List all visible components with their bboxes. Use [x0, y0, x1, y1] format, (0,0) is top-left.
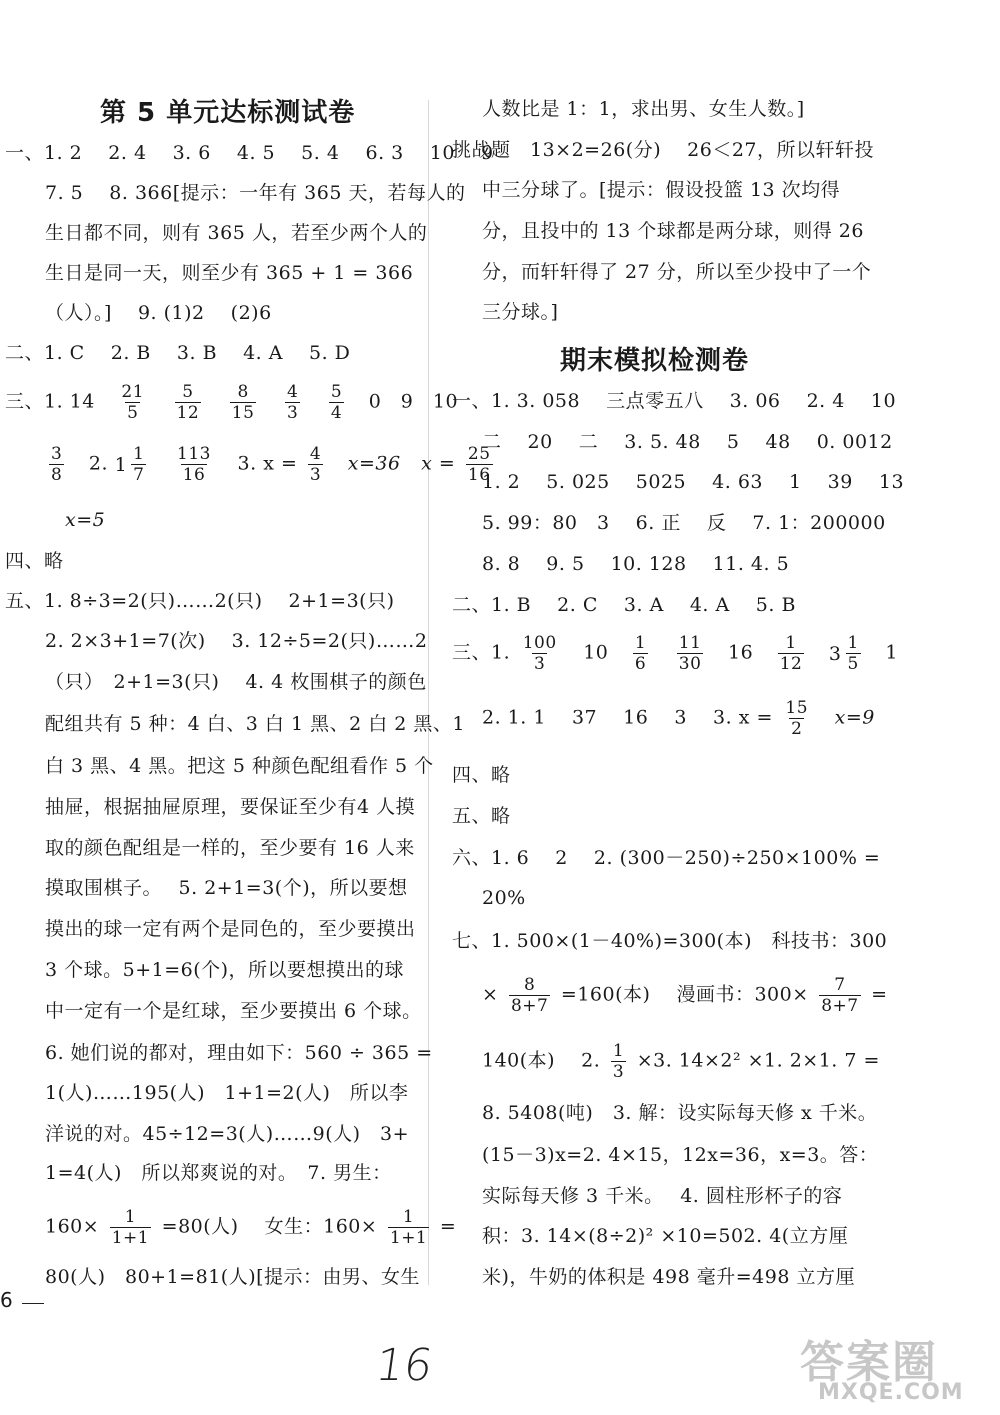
fraction: $\frac{100}{3}$: [522, 633, 557, 674]
fraction: $\frac{8}{8+7}$: [510, 975, 549, 1016]
answer-line: 分，且投中的 13 个球都是两分球，则得 26: [482, 220, 864, 242]
answer-line: 二、1. B 2. C 3. A 4. A 5. B: [452, 594, 796, 616]
equation-text: 2. 1. 1 37 16 3 3. x =: [482, 706, 773, 729]
fraction: $\frac{8}{15}$: [231, 382, 255, 423]
item-number: 2.: [88, 452, 109, 475]
fraction-row: 140(本) 2. $\frac{1}{3}$ ×3. 14×2² ×1. 2×1. 7 =: [482, 1041, 880, 1082]
answer-line: 白 3 黑、4 黑。把这 5 种颜色配组看作 5 个: [45, 755, 434, 777]
fraction-row: × $\frac{8}{8+7}$ =160(本) 漫画书：300× $\frac{7}{8+7}$ =: [482, 975, 888, 1016]
fraction: $\frac{21}{5}$: [121, 382, 145, 423]
equation-text: 3. x =: [237, 452, 298, 475]
answer-line: 积：3. 14×(8÷2)² ×10=502. 4(立方厘: [482, 1225, 849, 1247]
answer-line: 80(人) 80+1=81(人)[提示：由男、女生: [45, 1266, 421, 1288]
answer-line: 8. 8 9. 5 10. 128 11. 4. 5: [482, 553, 790, 575]
equation-text: 160×: [45, 1215, 100, 1238]
handwritten-number: 16: [372, 1340, 436, 1391]
row-label: 三、1. 14: [5, 390, 95, 413]
fraction: $\frac{5}{4}$: [330, 382, 343, 423]
page-number: 6: [0, 1288, 13, 1312]
watermark-url: MXQE.COM: [818, 1380, 964, 1405]
answer-line: 1(人)……195(人) 1+1=2(人) 所以李: [45, 1082, 409, 1104]
answer-line: 一、1. 2 2. 4 3. 6 4. 5 5. 4 6. 3 10 9: [5, 142, 494, 164]
answer-line: 1. 2 5. 025 5025 4. 63 1 39 13: [482, 471, 905, 493]
answer-line: 摸出的球一定有两个是同色的，至少要摸出: [45, 918, 416, 940]
equation-text: =80(人) 女生：160×: [161, 1215, 378, 1238]
answer-line: 挑战题 13×2=26(分) 26＜27，所以轩轩投: [452, 139, 875, 161]
fraction: $\frac{1}{3}$: [612, 1041, 625, 1082]
answer-line: 抽屉，根据抽屉原理，要保证至少有4 人摸: [45, 796, 416, 818]
fraction-row: 2. 1. 1 37 16 3 3. x = $\frac{15}{2}$ x=9: [482, 698, 875, 739]
answer-line: 二 20 二 3. 5. 48 5 48 0. 0012: [482, 431, 893, 453]
answer-line: 六、1. 6 2 2. (300－250)÷250×100% =: [452, 847, 881, 869]
answer-line: 中一定有一个是红球，至少要摸出 6 个球。: [45, 1000, 422, 1022]
answer-line: 8. 5408(吨) 3. 解：设实际每天修 x 千米。: [482, 1102, 878, 1124]
fraction: $\frac{113}{16}$: [177, 444, 211, 485]
fraction: $\frac{1}{1+1}$: [389, 1207, 428, 1248]
section-title-unit5: 第 5 单元达标测试卷: [100, 98, 356, 128]
answer-line: 生日都不同，则有 365 人，若至少两个人的: [45, 222, 428, 244]
fraction: $\frac{7}{8+7}$: [821, 975, 859, 1016]
column-divider: [428, 100, 429, 1285]
answer-line: 人数比是 1：1，求出男、女生人数。]: [482, 98, 805, 120]
answer-line: 取的颜色配组是一样的，至少要有 16 人来: [45, 837, 415, 859]
fraction: $\frac{3}{8}$: [51, 444, 63, 485]
fraction-row: 160× $\frac{1}{1+1}$ =80(人) 女生：160× $\frac{1}{1+1}$ =: [45, 1207, 457, 1248]
fraction: $\frac{1}{6}$: [634, 633, 647, 674]
answer-line: 生日是同一天，则至少有 365 + 1 = 366: [45, 262, 414, 284]
watermark-text: 答案圈: [800, 1337, 938, 1388]
answer-line: 七、1. 500×(1－40%)=300(本) 科技书：300: [452, 930, 888, 952]
answer-line: 四、略: [5, 550, 64, 572]
answer-line: 五、略: [452, 805, 511, 827]
answer-line: 实际每天修 3 千米。 4. 圆柱形杯子的容: [482, 1185, 843, 1207]
answer-line: 2. 2×3+1=7(次) 3. 12÷5=2(只)……2: [45, 630, 428, 652]
fraction: $\frac{1}{12}$: [779, 633, 803, 674]
answer-line: （人）。] 9. (1)2 (2)6: [45, 302, 272, 324]
answer-line: 米)，牛奶的体积是 498 毫升=498 立方厘: [482, 1266, 855, 1288]
answer-line: 五、1. 8÷3=2(只)……2(只) 2+1=3(只): [5, 590, 395, 612]
page-number-bar: [22, 1303, 44, 1304]
answer-line: 中三分球了。[提示：假设投篮 13 次均得: [482, 179, 841, 201]
answer-line: 分，而轩轩得了 27 分，所以至少投中了一个: [482, 261, 872, 283]
fraction-row: [45, 444, 497, 485]
answer-line: 配组共有 5 种：4 白、3 白 1 黑、2 白 2 黑、1: [45, 713, 465, 735]
answer-line: 三分球。]: [482, 301, 559, 323]
fraction-row: 三、1. $\frac{100}{3}$ 10 $\frac{1}{6}$ $\frac{11}{30}$ 16 $\frac{1}{12}$ 3 $\frac{1}{5}$ 1: [452, 633, 898, 674]
answer-line: 摸取围棋子。 5. 2+1=3(个)，所以要想: [45, 877, 408, 899]
answer-line: x=5: [65, 509, 106, 531]
section-title-final: 期末模拟检测卷: [560, 346, 750, 376]
answer-line: 四、略: [452, 764, 511, 786]
fraction: $\frac{4}{3}$: [309, 444, 322, 485]
answer-line: 6. 她们说的都对，理由如下：560 ÷ 365 =: [45, 1042, 433, 1064]
equation-text: x =: [421, 452, 456, 475]
fraction: $\frac{25}{16}$: [467, 444, 491, 485]
watermark-logo: [800, 1318, 990, 1410]
answer-line: 二、1. C 2. B 3. B 4. A 5. D: [5, 342, 351, 364]
equation-text: x=36: [347, 452, 401, 475]
fraction: $\frac{15}{2}$: [785, 698, 809, 739]
answer-line: （只） 2+1=3(只) 4. 4 枚围棋子的颜色: [45, 671, 427, 693]
fraction: $\frac{5}{12}$: [176, 382, 200, 423]
answer-line: 20%: [482, 887, 526, 909]
answer-line: (15－3)x=2. 4×15，12x=36，x=3。答：: [482, 1144, 879, 1166]
fraction: $\frac{1}{1+1}$: [111, 1207, 150, 1248]
fraction-row: [5, 382, 458, 423]
answer-line: 一、1. 3. 058 三点零五八 3. 06 2. 4 10: [452, 390, 897, 412]
fraction: $\frac{11}{30}$: [678, 633, 702, 674]
answer-line: 洋说的对。45÷12=3(人)……9(人) 3+: [45, 1123, 410, 1145]
row-label: 三、1.: [452, 641, 511, 664]
value-text: 0 9 10: [368, 390, 459, 413]
mixed-number: 1 $\frac{1}{7}$: [114, 444, 145, 485]
fraction: $\frac{4}{3}$: [286, 382, 299, 423]
answer-line: 1=4(人) 所以郑爽说的对。 7. 男生：: [45, 1162, 392, 1184]
answer-line: 7. 5 8. 366[提示：一年有 365 天，若每人的: [45, 182, 466, 204]
mixed-number: 3 $\frac{1}{5}$: [828, 633, 859, 674]
answer-line: 5. 99：80 3 6. 正 反 7. 1：200000: [482, 512, 886, 534]
answer-line: 3 个球。5+1=6(个)，所以要想摸出的球: [45, 959, 405, 981]
